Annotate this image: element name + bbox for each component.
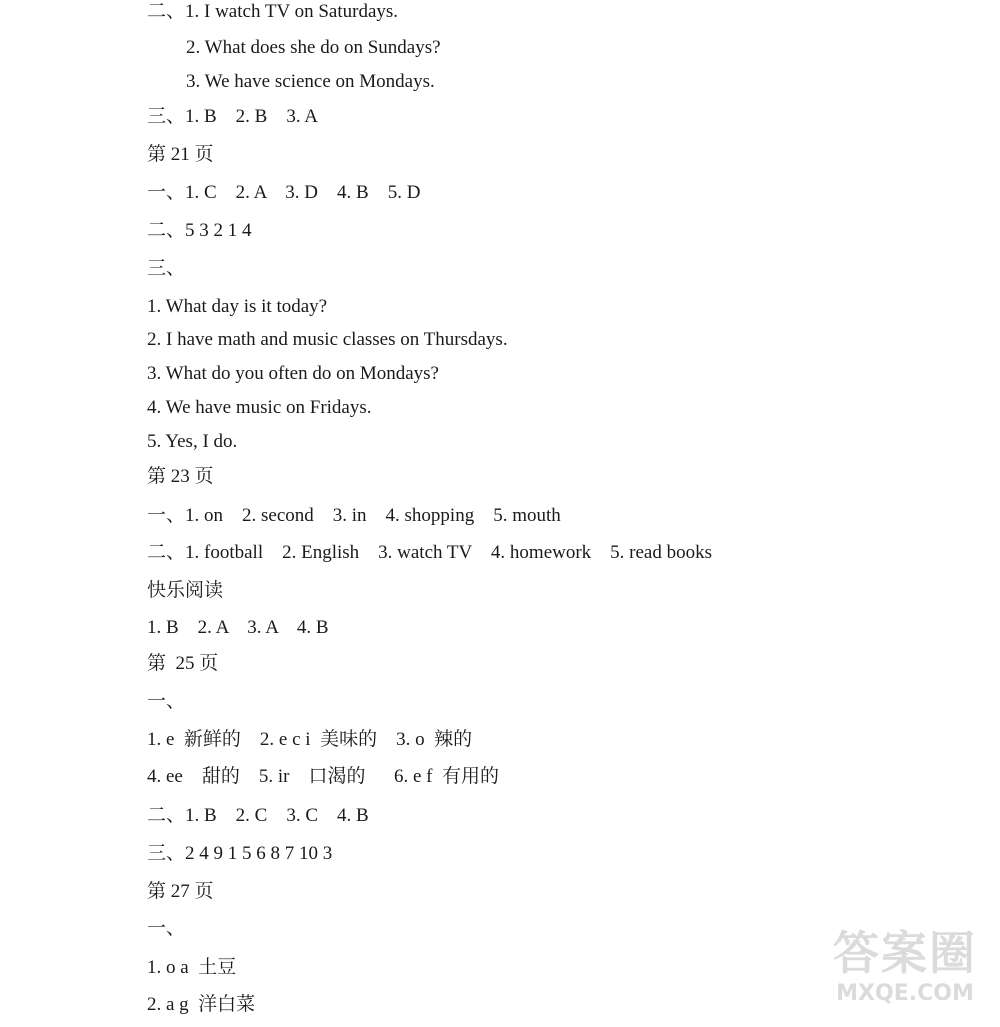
answer-line: 1. o a 土豆 — [147, 957, 237, 978]
answer-line: 3. What do you often do on Mondays? — [147, 363, 439, 384]
answer-line: 一、1. C 2. A 3. D 4. B 5. D — [147, 182, 421, 203]
answer-line: 三、1. B 2. B 3. A — [147, 106, 319, 127]
answer-line: 二、1. B 2. C 3. C 4. B — [147, 805, 369, 826]
page-heading: 第 25 页 — [147, 653, 219, 674]
answer-line: 一、1. on 2. second 3. in 4. shopping 5. mouth — [147, 505, 561, 526]
answer-line: 2. a g 洋白菜 — [147, 994, 256, 1015]
answer-line: 三、2 4 9 1 5 6 8 7 10 3 — [147, 843, 333, 864]
page-heading: 第 21 页 — [147, 144, 214, 165]
page-heading: 第 23 页 — [147, 466, 214, 487]
answer-line: 2. I have math and music classes on Thursdays. — [147, 329, 508, 350]
answer-line: 5. Yes, I do. — [147, 431, 238, 452]
watermark-logo — [820, 925, 990, 1025]
answer-line: 二、5 3 2 1 4 — [147, 220, 252, 241]
section-heading: 一、 — [147, 918, 186, 939]
answer-line: 1. What day is it today? — [147, 296, 328, 317]
answer-line: 1. e 新鲜的 2. e c i 美味的 3. o 辣的 — [147, 729, 473, 750]
section-heading: 一、 — [147, 691, 186, 712]
section-heading: 三、 — [147, 258, 186, 279]
answer-line: 2. What does she do on Sundays? — [186, 37, 441, 58]
page-heading: 第 27 页 — [147, 881, 214, 902]
answer-line: 3. We have science on Mondays. — [186, 71, 435, 92]
answer-line: 4. We have music on Fridays. — [147, 397, 372, 418]
section-heading: 快乐阅读 — [147, 580, 224, 601]
answer-line: 4. ee 甜的 5. ir 口渴的 6. e f 有用的 — [147, 766, 499, 787]
watermark-site-text: MXQE.COM — [836, 981, 974, 1006]
answer-line: 二、1. football 2. English 3. watch TV 4. homework 5. read books — [147, 542, 713, 563]
answer-line: 1. B 2. A 3. A 4. B — [147, 617, 329, 638]
answer-line: 二、1. I watch TV on Saturdays. — [147, 1, 399, 22]
watermark-logo-text: 答案圈 — [833, 926, 977, 980]
